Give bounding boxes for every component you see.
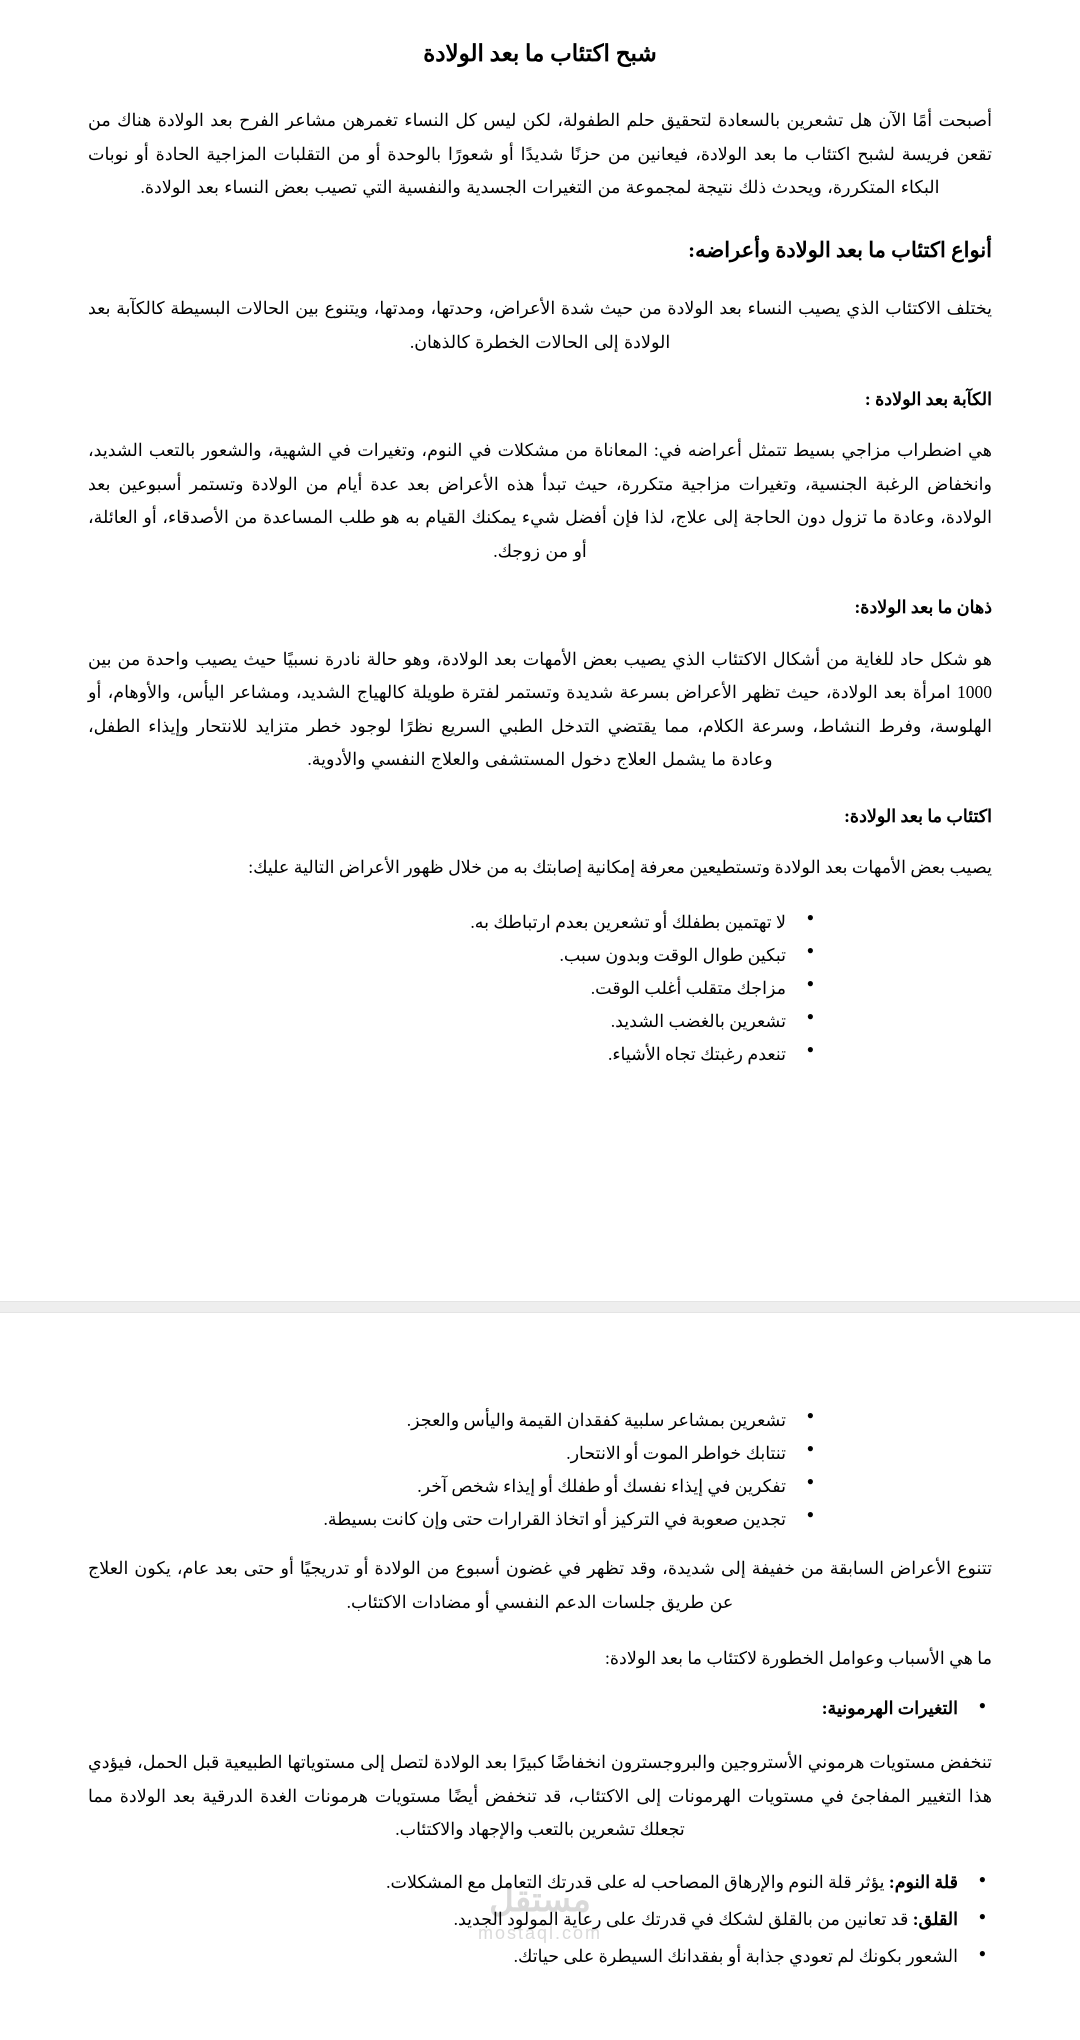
list-item: ● لا تهتمين بطفلك أو تشعرين بعدم ارتباطك به. xyxy=(260,907,820,937)
psychosis-paragraph: هو شكل حاد للغاية من أشكال الاكتئاب الذي يصيب بعض الأمهات بعد الولادة، وهو حالة نادرة نسبيًا حيث يصيب واحدة من بين 1000 امرأة بعد الولادة، حيث تظهر الأعراض بسرعة شديدة وتستمر لفترة طويلة كالهياج الشديد، ومشاعر اليأس، والأوهام، أو الهلوسة، وفرط النشاط، وسرعة الكلام، مما يقتضي التدخل الطبي السريع نظرًا لوجود خطر متزايد للانتحار وإيذاء الطفل، وعادة ما يشمل العلاج دخول المستشفى والعلاج النفسي والأدوية. xyxy=(88,648,992,770)
cause-item-hormonal: ● التغيرات الهرمونية: xyxy=(88,1693,992,1724)
variation-paragraph: تتنوع الأعراض السابقة من خفيفة إلى شديدة، وقد تظهر في غضون أسبوع من الولادة أو تدريجيًا أو حتى بعد عام، يكون العلاج عن طريق جلسات الدعم النفسي أو مضادات الاكتئاب. xyxy=(88,1558,992,1612)
list-item: ● مزاجك متقلب أغلب الوقت. xyxy=(260,973,820,1003)
ppd-intro-paragraph: يصيب بعض الأمهات بعد الولادة وتستطيعين معرفة إمكانية إصابتك به من خلال ظهور الأعراض التالية عليك: xyxy=(248,857,992,878)
list-item: ● تنعدم رغبتك تجاه الأشياء. xyxy=(260,1039,820,1069)
cause-text-selfimage: الشعور بكونك لم تعودي جذابة أو بفقدانك السيطرة على حياتك. xyxy=(513,1946,958,1967)
list-item: ● تشعرين بمشاعر سلبية كفقدان القيمة واليأس والعجز. xyxy=(260,1405,820,1435)
list-item: ● تنتابك خواطر الموت أو الانتحار. xyxy=(260,1438,820,1468)
list-item: ● تفكرين في إيذاء نفسك أو طفلك أو إيذاء شخص آخر. xyxy=(260,1471,820,1501)
list-item: ● تبكين طوال الوقت وبدون سبب. xyxy=(260,940,820,970)
heading-postpartum-psychosis: ذهان ما بعد الولادة: xyxy=(854,597,992,618)
cause-item-sleep xyxy=(88,1867,992,1898)
cause-text-anxiety: قد تعانين من بالقلق لشكك في قدرتك على رعاية المولود الجديد. xyxy=(453,1908,909,1929)
page-separator xyxy=(0,1301,1080,1313)
cause-body-hormonal: تنخفض مستويات هرموني الأستروجين والبروجسترون انخفاضًا كبيرًا بعد الولادة لتصل إلى مستوياتها الطبيعية قبل الحمل، فيؤدي هذا التغيير المفاجئ في مستويات الهرمونات إلى الاكتئاب، قد تنخفض أيضًا مستويات هرمونات الغدة الدرقية بعد الولادة مما تجعلك تشعرين بالتعب والإجهاد والاكتئاب. xyxy=(88,1751,992,1840)
causes-question: ما هي الأسباب وعوامل الخطورة لاكتئاب ما بعد الولادة: xyxy=(605,1647,992,1668)
page-title: شبح اكتئاب ما بعد الولادة xyxy=(423,41,657,66)
cause-item-selfimage xyxy=(88,1941,992,1972)
causes-list-continued xyxy=(88,1867,992,1972)
symptom-list-page-1 xyxy=(260,907,820,1069)
list-item: ● تشعرين بالغضب الشديد. xyxy=(260,1006,820,1036)
causes-list xyxy=(88,1693,992,1724)
heading-postpartum-depression: اكتئاب ما بعد الولادة: xyxy=(844,805,992,826)
types-paragraph: يختلف الاكتئاب الذي يصيب النساء بعد الولادة من حيث شدة الأعراض، وحدتها، ومدتها، ويتنوع بين الحالات البسيطة كالكآبة بعد الولادة إلى الحالات الخطرة كالذهان. xyxy=(88,298,992,353)
symptom-list-page-2 xyxy=(260,1405,820,1534)
intro-paragraph: أصبحت أمًا الآن هل تشعرين بالسعادة لتحقيق حلم الطفولة، لكن ليس كل النساء تغمرهن مشاعر الفرح بعد الولادة هناك من تقعن فريسة لشبح اكتئاب ما بعد الولادة، فيعانين من حزنًا شديدًا أو شعورًا بالوحدة أو من التقلبات المزاجية الحادة أو نوبات البكاء المتكررة، ويحدث ذلك نتيجة لمجموعة من التغيرات الجسدية والنفسية التي تصيب بعض النساء بعد الولادة. xyxy=(88,110,992,198)
heading-baby-blues: الكآبة بعد الولادة : xyxy=(864,388,992,409)
cause-label-sleep: قلة النوم: xyxy=(888,1871,958,1892)
cause-label-anxiety: القلق: xyxy=(912,1908,958,1929)
list-item: ● تجدين صعوبة في التركيز أو اتخاذ القرارات حتى وإن كانت بسيطة. xyxy=(260,1504,820,1534)
watermark-logo: مستقل xyxy=(489,1880,591,1919)
watermark-url: mostaql.com xyxy=(477,1923,603,1943)
cause-item-anxiety xyxy=(88,1904,992,1935)
heading-types: أنواع اكتئاب ما بعد الولادة وأعراضه: xyxy=(688,237,992,262)
cause-text-sleep: يؤثر قلة النوم والإرهاق المصاحب له على قدرتك التعامل مع المشكلات. xyxy=(386,1871,885,1892)
baby-blues-paragraph: هي اضطراب مزاجي بسيط تتمثل أعراضه في: المعاناة من مشكلات في النوم، وتغيرات في الشهية، والشعور بالتعب الشديد، وانخفاض الرغبة الجنسية، وتغيرات مزاجية متكررة، حيث تبدأ هذه الأعراض بعد عدة أيام من الولادة وتستمر أسبوعين بعد الولادة، وعادة ما تزول دون الحاجة إلى علاج، لذا فإن أفضل شيء يمكنك القيام به هو طلب المساعدة من الأصدقاء، أو العائلة، أو من زوجك. xyxy=(88,439,992,561)
document-page-2 xyxy=(0,1313,1080,2040)
